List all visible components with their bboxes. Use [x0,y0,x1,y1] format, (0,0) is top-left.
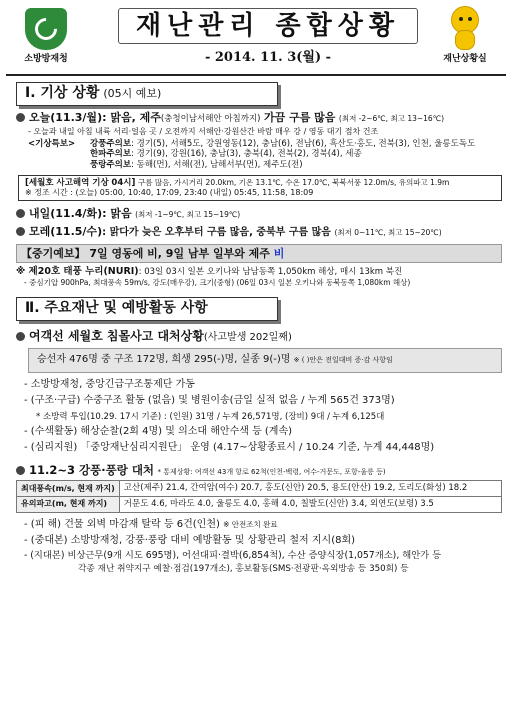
section-title: Ⅱ. 주요재난 및 예방활동 사항 [25,299,208,316]
dayafter-temp: (최저 0~11℃, 최고 15~20℃) [334,228,442,237]
advisory-label: <기상특보> [28,138,76,149]
today-note: - 오늘과 내일 아침 내륙 서리·얼음 곳 / 오전까지 서해안·강원산간 바람 매우 강 / 영동 대기 점차 건조 [28,126,379,136]
list-item: * 소방력 투입(10.29. 17시 기준) : (인원) 31명 / 누계 26,571명, (장비) 9대 / 누계 6,125대 [36,411,385,422]
mascot-icon [443,6,487,52]
shield-icon [25,8,67,50]
midterm-forecast [16,244,502,264]
title-box [118,8,418,44]
tide-times: ※ 정조 시간 : (오늘) 05:00, 10:40, 17:09, 23:40 (내일) 05:45, 11:58, 18:09 [25,188,314,198]
casualty-text: 승선자 476명 중 구조 172명, 희생 295(-)명, 실종 9(-)명 [37,354,291,365]
advisory-name: 강풍주의보 [90,138,132,149]
bullet-icon [16,113,25,122]
table-row [17,496,502,512]
situation-room-logo [430,6,500,65]
section-subtitle: (05시 예보) [103,87,162,101]
bullet-icon [16,466,25,475]
table-cell: 유의파고(m, 현재 까지) [17,496,120,512]
advisory-text: : 경기(5), 서해5도, 강원영동(12), 충남(6), 전남(6), 흑산도·홍도, 전북(3), 인천, 울릉도독도 [131,138,476,149]
wind-items [24,517,506,578]
dayafter-label: 모레(11.5/수) [29,225,103,238]
section-title: Ⅰ. 기상 상황 [25,85,100,102]
midterm-rain: 비 [273,246,285,260]
tomorrow-temp: (최저 -1~9℃, 최고 15~19℃) [135,210,241,220]
advisory-block [28,139,506,171]
casualty-note: ※ ( )안은 전일대비 증·감 사항임 [293,356,393,364]
today-status: 가끔 구름 많음 [264,111,336,124]
page-title: 재난관리 종합상황 [136,10,400,41]
list-item: - 소방방재청, 중앙긴급구조통제단 가동 [24,378,195,390]
sewol-weather-box [18,175,502,202]
report-date: - 2014. 11. 3(월) - [204,50,332,65]
bullet-icon [16,227,25,236]
today-label: 오늘(11.3/월) [29,111,103,124]
typhoon-label: ※ 제20호 태풍 누리(NURI) [16,266,139,278]
section-disaster-heading [16,297,278,321]
dayafter-forecast [16,225,506,240]
typhoon-block [16,266,506,287]
section-weather-heading [16,82,278,106]
report-header [6,4,506,76]
casualty-box [28,348,502,373]
bullet-icon [16,332,25,341]
wind-note: * 통제상황: 여객선 43개 항로 62척(인천-백령, 여수-거문도, 포항-울릉 등) [157,467,386,476]
table-cell: 거문도 4.6, 마라도 4.0, 울릉도 4.0, 홍해 4.0, 칠발도(신안) 3.4, 외연도(보령) 3.5 [119,496,501,512]
sewol-heading [16,329,506,345]
table-cell: 고산(제주) 21.4, 간여암(여수) 20.7, 홍도(신안) 20.5, 용도(안산) 19.2, 도리도(화성) 18.2 [119,481,501,497]
advisory-name: 한파주의보 [90,149,132,160]
list-item: - (지대본) 비상근무(9개 시도 695명), 어선대피·결박(6,854척), 수산 증양식장(1,057개소), 해안가 등 [24,549,442,561]
sewol-items [24,377,506,457]
sewol-weather-detail: 구름 많음, 가시거리 20.0km, 기온 13.1℃, 수온 17.0℃, 북북서풍 12.0m/s, 유의파고 1.9m [138,177,450,187]
tomorrow-weather: : 맑음 [102,207,132,221]
list-item: - (수색활동) 해상순찰(2회 4명) 및 의소대 해안수색 등 (계속) [24,425,293,437]
table-row [17,481,502,497]
wind-heading [16,463,506,478]
nema-logo [12,8,80,65]
midterm-text: 【중기예보】 7일 영동에 비, 9일 남부 일부와 제주 [21,246,270,260]
bullet-icon [16,209,25,218]
typhoon-line2: - 중심기압 900hPa, 최대풍속 59m/s, 강도(매우강), 크기(중형) (06일 03시 일본 오키나와 동북동쪽 1,080km 해상) [24,278,411,288]
sewol-weather-time: 04시] [111,177,136,188]
dayafter-weather: : 맑다가 늦은 오후부터 구름 많음, 중북부 구름 많음 [102,227,331,238]
sewol-sub: (사고발생 202일째) [203,331,292,343]
list-item: 각종 재난 취약지구 예찰·점검(197개소), 홍보활동(SMS·전광판·옥외방송 등 350회) 등 [78,564,409,575]
wind-table [16,480,502,512]
sewol-weather-label: [세월호 사고해역 기상 [25,177,109,188]
org-left: 소방방재청 [24,54,68,64]
list-item: - (구조·구급) 수중구조 활동 (없음) 및 병원이송(금일 실적 없음 / 누계 565건 373명) [24,395,395,406]
tomorrow-forecast [16,207,506,221]
advisory-text: : 경기(9), 강원(16), 충남(3), 충북(4), 전북(2), 경북(4), 세종 [131,149,362,160]
advisory-text: : 동해(먼), 서해(전), 남해서부(먼), 제주도(전) [131,160,303,170]
today-region: (충청이남서해안 아침까지) [160,114,261,124]
sewol-title: 여객선 세월호 침몰사고 대처상황 [29,328,204,343]
org-right: 재난상황실 [443,54,487,64]
table-cell: 최대풍속(m/s, 현재 까지) [17,481,120,497]
today-forecast [16,111,506,125]
list-item: - (심리지원) 「중앙재난심리지원단」 운영 (4.17~상황종료시 / 10.24 기준, 누계 44,448명) [24,442,435,454]
advisory-name: 풍랑주의보 [90,160,132,170]
list-item: - (피 해) 건물 외벽 마감재 탈락 등 6건(인천) [24,518,220,530]
list-item-note: ※ 안전조치 완료 [223,519,278,529]
typhoon-line1: : 03일 03시 일본 오키나와 남남동쪽 1,050km 해상, 매시 13km 북진 [138,267,403,278]
tomorrow-label: 내일(11.4/화) [29,207,103,221]
today-temp: (최저 -2~6℃, 최고 13~16℃) [338,114,445,123]
wind-title: 11.2~3 강풍·풍랑 대처 [29,462,155,477]
today-weather: : 맑음, 제주 [102,111,161,124]
list-item: - (중대본) 소방방재청, 강풍·풍랑 대비 예방활동 및 상황관리 철저 지시(8회) [24,534,356,546]
